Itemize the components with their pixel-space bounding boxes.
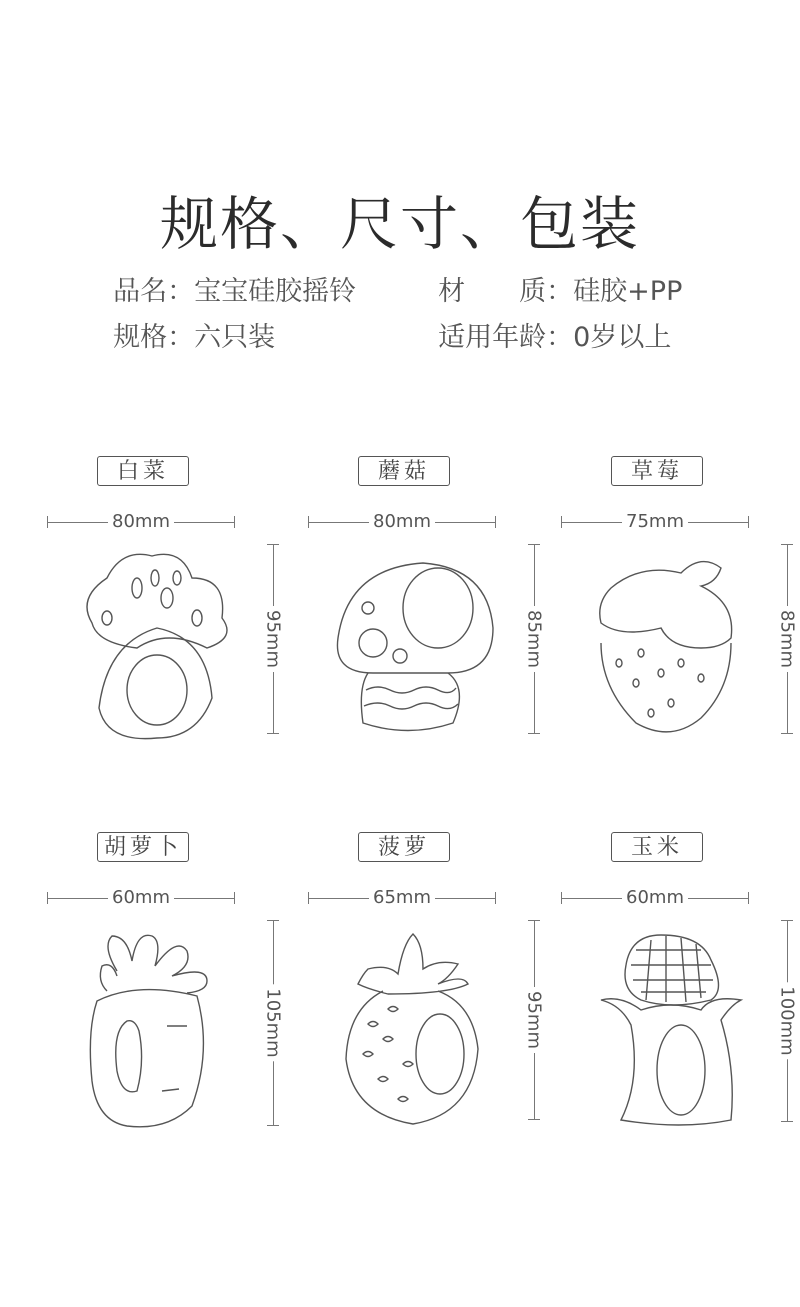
spec-material-label: 材 质： (438, 276, 574, 307)
product-name-tag: 胡萝卜 (97, 832, 189, 862)
product-card-carrot (47, 832, 309, 1152)
product-name-tag: 白菜 (97, 456, 189, 486)
product-name-tag: 草莓 (611, 456, 703, 486)
width-dimension (308, 888, 496, 908)
width-dimension (47, 888, 235, 908)
page-title: 规格、尺寸、包装 (159, 189, 640, 258)
height-dimension (775, 544, 799, 734)
spec-material-value: 硅胶+PP (573, 276, 683, 307)
height-label: 105mm (263, 984, 284, 1061)
product-name-tag: 玉米 (611, 832, 703, 862)
height-dimension (261, 920, 285, 1126)
spec-spec-label: 规格： (113, 322, 195, 353)
height-dimension (261, 544, 285, 734)
width-label: 60mm (108, 888, 174, 908)
product-card-strawberry (561, 456, 800, 776)
spec-spec (96, 284, 275, 354)
product-name-tag: 蘑菇 (358, 456, 450, 486)
product-name-tag: 菠萝 (358, 832, 450, 862)
product-card-corn (561, 832, 800, 1152)
width-label: 80mm (369, 512, 435, 532)
width-dimension (308, 512, 496, 532)
product-card-mushroom (308, 456, 570, 776)
cabbage-icon (67, 548, 237, 748)
spec-age (421, 284, 671, 354)
height-label: 100mm (777, 982, 798, 1059)
height-label: 85mm (777, 606, 798, 672)
product-card-pineapple (308, 832, 570, 1152)
spec-name-value: 宝宝硅胶摇铃 (194, 276, 357, 307)
width-dimension (47, 512, 235, 532)
height-label: 95mm (263, 606, 284, 672)
width-label: 80mm (108, 512, 174, 532)
spec-age-value: 0岁以上 (573, 322, 672, 353)
spec-name-label: 品名： (113, 276, 195, 307)
width-label: 60mm (622, 888, 688, 908)
height-dimension (522, 920, 546, 1120)
carrot-icon (67, 924, 237, 1138)
pineapple-icon (328, 924, 498, 1134)
product-card-cabbage (47, 456, 309, 776)
height-label: 95mm (524, 987, 545, 1053)
width-dimension (561, 512, 749, 532)
height-dimension (522, 544, 546, 734)
height-dimension (775, 920, 799, 1122)
corn-icon (581, 924, 751, 1136)
strawberry-icon (581, 548, 751, 748)
spec-age-label: 适用年龄： (438, 322, 574, 353)
height-label: 85mm (524, 606, 545, 672)
spec-spec-value: 六只装 (194, 322, 276, 353)
width-dimension (561, 888, 749, 908)
mushroom-icon (328, 548, 498, 748)
width-label: 65mm (369, 888, 435, 908)
width-label: 75mm (622, 512, 688, 532)
